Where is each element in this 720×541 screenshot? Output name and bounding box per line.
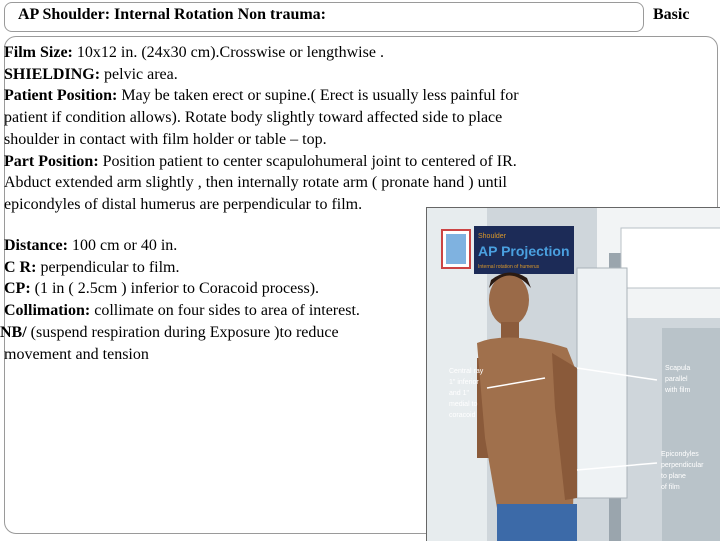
line-text: epicondyles of distal humerus are perpendicular to film. — [4, 195, 363, 213]
annotation-text: to plane — [661, 473, 686, 480]
line-text: Position patient to center scapulohumeral joint to centered of IR. — [98, 152, 517, 170]
line-label: CP: — [4, 280, 31, 298]
annotation-text: coracoid — [449, 412, 476, 419]
head — [489, 274, 529, 326]
logo-image — [446, 234, 466, 264]
instruction-line — [0, 322, 424, 344]
photo-header-small: Shoulder — [478, 233, 507, 240]
annotation-text: parallel — [665, 376, 688, 383]
annotation-text: of film — [661, 484, 680, 491]
instruction-line — [4, 42, 604, 64]
annotation-text: Epicondyles — [661, 451, 699, 458]
annotation-text: Central ray — [449, 368, 484, 375]
line-label: C R: — [4, 258, 37, 276]
instructions-block — [4, 42, 604, 216]
stand-base — [662, 328, 720, 541]
annotation-text: 1" inferior — [449, 379, 479, 386]
level-badge: Basic — [653, 6, 690, 23]
photo-header-sub: Internal rotation of humerus — [478, 264, 540, 270]
line-text: patient if condition allows). Rotate body slightly toward affected side to place — [4, 109, 503, 127]
instruction-line — [4, 151, 604, 173]
photo-illustration — [427, 208, 720, 541]
line-text: (1 in ( 2.5cm ) inferior to Coracoid process). — [30, 280, 320, 298]
instruction-line — [4, 129, 604, 151]
line-text: pelvic area. — [100, 65, 178, 83]
annotation-text: with film — [665, 387, 691, 394]
instruction-line — [4, 278, 424, 300]
line-text: May be taken erect or supine.( Erect is usually less painful for — [117, 87, 519, 105]
instruction-line — [4, 344, 424, 366]
line-label: SHIELDING: — [4, 65, 101, 83]
instruction-line — [4, 85, 604, 107]
annotation-right-top — [664, 365, 690, 394]
technique-block — [0, 235, 424, 365]
positioning-photo — [426, 207, 720, 541]
line-text: 10x12 in. (24x30 cm).Crosswise or lengthwise . — [72, 44, 384, 61]
line-label: Patient Position: — [4, 87, 118, 105]
instruction-line — [4, 257, 424, 279]
line-label: Distance: — [4, 237, 68, 254]
instruction-line — [4, 107, 604, 129]
line-text: Abduct extended arm slightly , then internally rotate arm ( pronate hand ) until — [4, 174, 507, 192]
line-text: 100 cm or 40 in. — [67, 237, 178, 254]
line-text: shoulder in contact with film holder or table – top. — [4, 130, 327, 148]
line-text: movement and tension — [4, 345, 149, 363]
instruction-line — [4, 172, 604, 194]
film-holder — [577, 268, 627, 498]
shorts — [497, 504, 577, 541]
instruction-line — [4, 300, 424, 322]
line-text: perpendicular to film. — [36, 258, 180, 276]
line-label: NB/ — [0, 323, 27, 341]
line-text: collimate on four sides to area of interest. — [90, 302, 360, 320]
bucky-box — [621, 228, 720, 288]
line-label: Collimation: — [4, 302, 91, 320]
annotation-text: perpendicular — [661, 462, 704, 469]
annotation-text: medial to — [449, 401, 478, 408]
line-label: Film Size: — [4, 44, 73, 61]
slide-title: AP Shoulder: Internal Rotation Non trauma: — [18, 6, 327, 23]
annotation-text: Scapula — [665, 365, 691, 372]
line-label: Part Position: — [4, 152, 99, 170]
line-text: (suspend respiration during Exposure )to reduce — [26, 323, 339, 341]
annotation-text: and 1" — [449, 390, 470, 397]
photo-header-title: AP Projection — [478, 243, 570, 259]
instruction-line — [4, 64, 604, 86]
instruction-line — [4, 235, 424, 257]
